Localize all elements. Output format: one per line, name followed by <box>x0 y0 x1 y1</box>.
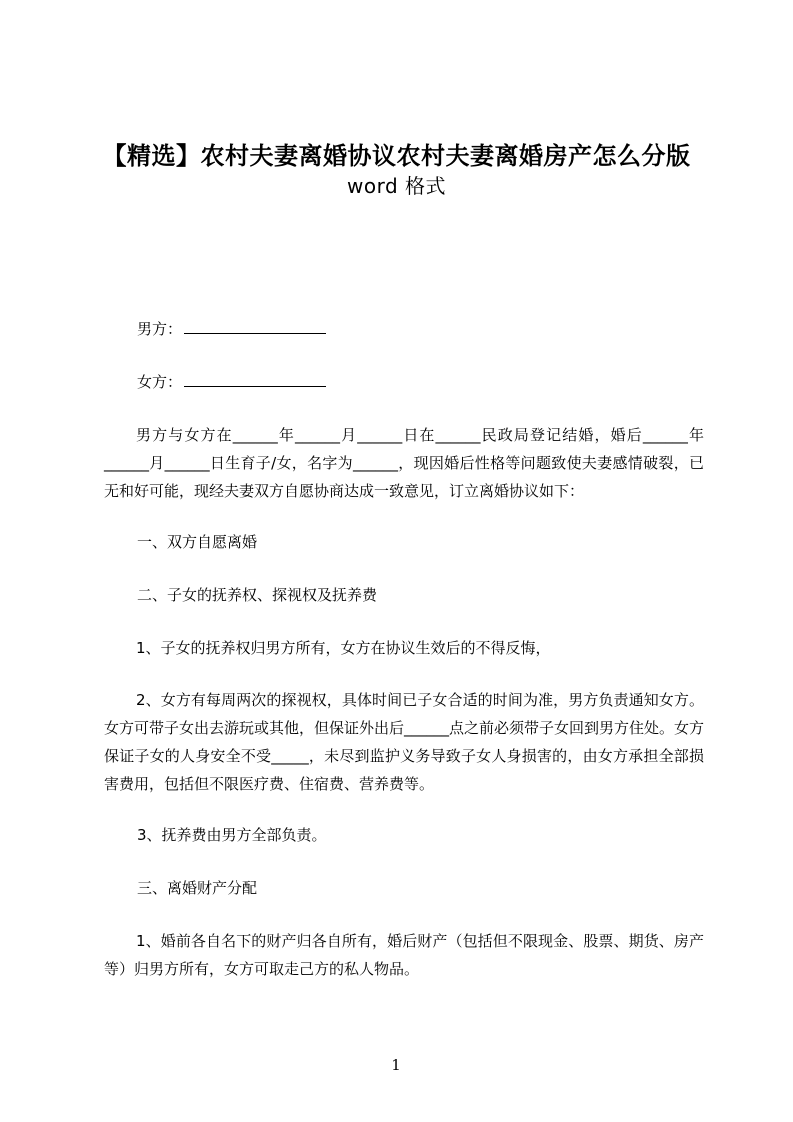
section2-heading: 二、子女的抚养权、探视权及抚养费 <box>137 586 378 604</box>
husband-field <box>137 319 326 339</box>
s2-item2-paragraph: 2、女方有每周两次的探视权，具体时间已子女合适的时间为准，男方负责通知女方。女方可带子女出去游玩或其他，但保证外出后______点之前必须带子女回到男方住处。女方保证子女的人身安全不受_____，未尽到监护义务导致子女人身损害的，由女方承担全部损害费用，包括但不限医疗费、住宿费、营养费等。 <box>104 691 705 793</box>
s2-item1-paragraph: 1、子女的抚养权归男方所有，女方在协议生效后的不得反悔， <box>136 639 551 657</box>
section3-heading: 三、离婚财产分配 <box>137 879 258 897</box>
husband-blank <box>184 319 326 334</box>
section1-heading: 一、双方自愿离婚 <box>137 533 258 551</box>
document-title-line1: 【精选】农村夫妻离婚协议农村夫妻离婚房产怎么分版 <box>102 142 691 170</box>
document-title-line2: word 格式 <box>346 174 447 198</box>
wife-blank <box>184 372 326 387</box>
wife-field <box>137 372 326 392</box>
page-number: 1 <box>391 1056 401 1074</box>
intro-paragraph: 男方与女方在______年______月______日在______民政局登记结婚，婚后______年______月______日生育子/女，名字为______，现因婚后性格等问题致使夫妻感情破裂，已无和好可能，现经夫妻双方自愿协商达成一致意见，订立离婚协议如下： <box>104 426 704 500</box>
wife-label: 女方： <box>137 373 183 391</box>
s3-item1-paragraph: 1、婚前各自名下的财产归各自所有，婚后财产（包括但不限现金、股票、期货、房产等）归男方所有，女方可取走己方的私人物品。 <box>104 932 704 978</box>
s2-item3-paragraph: 3、抚养费由男方全部负责。 <box>137 826 327 844</box>
husband-label: 男方： <box>137 320 183 338</box>
